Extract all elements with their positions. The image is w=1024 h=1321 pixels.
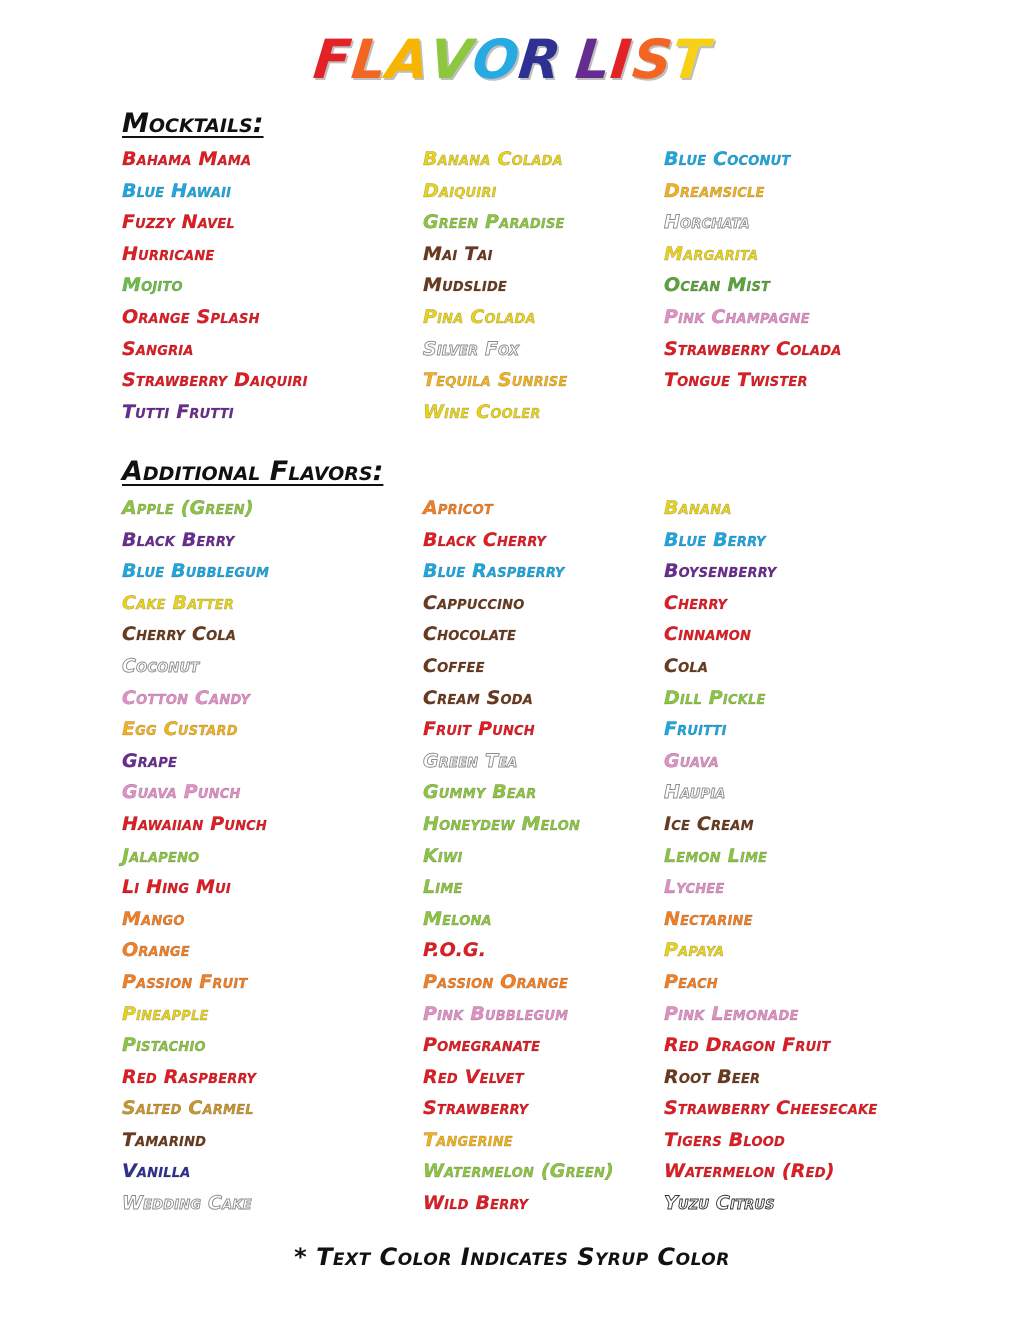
flavor-item: Cotton Candy xyxy=(122,686,251,709)
flavor-item: Cappuccino xyxy=(423,591,525,614)
flavor-item: Egg Custard xyxy=(122,718,238,741)
flavor-item: Dreamsicle xyxy=(664,179,765,202)
flavor-item: Nectarine xyxy=(664,907,753,930)
mocktails-column-1 xyxy=(122,144,308,428)
flavor-item: Tongue Twister xyxy=(664,369,808,392)
flavor-item: Silver Fox xyxy=(423,337,520,360)
flavor-item: Strawberry xyxy=(423,1097,529,1120)
flavor-item: Root Beer xyxy=(664,1065,761,1088)
flavor-item: Watermelon (Green) xyxy=(423,1160,614,1183)
flavor-item: Lychee xyxy=(664,876,725,899)
flavor-item: Pineapple xyxy=(122,1002,209,1025)
flavor-item: Apple (Green) xyxy=(122,497,254,519)
flavor-item: Apricot xyxy=(423,497,493,519)
flavor-item: Honeydew Melon xyxy=(423,812,581,835)
flavor-item: Daiquiri xyxy=(423,179,497,202)
flavor-item: Margarita xyxy=(664,242,759,265)
flavor-item: Ice Cream xyxy=(664,812,754,835)
flavor-item: Strawberry Daiquiri xyxy=(122,369,308,392)
flavor-item: Pistachio xyxy=(122,1034,206,1057)
flavor-item: Blue Berry xyxy=(664,528,766,551)
flavor-item: Fruit Punch xyxy=(423,718,535,741)
flavor-item: Green Tea xyxy=(423,749,518,772)
flavor-item: Wedding Cake xyxy=(122,1192,252,1215)
footnote: * Text Color Indicates Syrup Color xyxy=(294,1243,730,1271)
flavor-item: Chocolate xyxy=(423,623,517,646)
flavor-item: Watermelon (Red) xyxy=(664,1160,835,1183)
flavor-item: Black Berry xyxy=(122,528,235,551)
flavor-item: Salted Carmel xyxy=(122,1097,254,1120)
flavor-item: Coffee xyxy=(423,654,485,677)
additional-column-2 xyxy=(423,493,614,1220)
flavor-item: Lime xyxy=(423,876,463,899)
flavor-item: Guava xyxy=(664,749,719,772)
flavor-item: Horchata xyxy=(664,211,750,234)
flavor-item: Li Hing Mui xyxy=(122,876,231,899)
flavor-item: Red Velvet xyxy=(423,1065,524,1088)
title-letter: R xyxy=(516,28,566,91)
flavor-item: Blue Hawaii xyxy=(122,179,232,202)
flavor-item: Cola xyxy=(664,654,709,677)
flavor-item: Passion Orange xyxy=(423,970,569,993)
flavor-item: Pink Lemonade xyxy=(664,1002,799,1025)
flavor-item: Boysenberry xyxy=(664,560,777,583)
flavor-item: Haupia xyxy=(664,781,726,804)
flavor-item: Mai Tai xyxy=(423,242,493,265)
flavor-item: Yuzu Citrus xyxy=(664,1192,775,1215)
flavor-item: Pina Colada xyxy=(423,305,536,328)
flavor-item: Tutti Frutti xyxy=(122,400,234,423)
flavor-item: Hawaiian Punch xyxy=(122,812,267,835)
flavor-item: Sangria xyxy=(122,337,194,360)
flavor-item: Orange Splash xyxy=(122,305,260,328)
flavor-item: Gummy Bear xyxy=(423,781,537,804)
flavor-item: Banana xyxy=(664,497,732,519)
title-letter: F xyxy=(310,28,355,91)
flavor-item: Guava Punch xyxy=(122,781,241,804)
title-letter: I xyxy=(608,28,636,91)
flavor-item: Blue Bubblegum xyxy=(122,560,270,583)
flavor-item: Jalapeno xyxy=(122,844,200,867)
flavor-item: Wine Cooler xyxy=(423,400,541,423)
flavor-item: Vanilla xyxy=(122,1160,191,1183)
flavor-item: Hurricane xyxy=(122,242,215,265)
flavor-item: Tequila Sunrise xyxy=(423,369,568,392)
flavor-item: Kiwi xyxy=(423,844,463,867)
flavor-item: Tamarind xyxy=(122,1128,207,1151)
flavor-item: Pomegranate xyxy=(423,1034,541,1057)
flavor-item: Ocean Mist xyxy=(664,274,771,297)
flavor-item: Mudslide xyxy=(423,274,508,297)
flavor-item: Coconut xyxy=(122,654,200,677)
flavor-item: Cherry Cola xyxy=(122,623,237,646)
title-letter: A xyxy=(383,28,434,91)
flavor-item: Cake Batter xyxy=(122,591,234,614)
flavor-item: Green Paradise xyxy=(423,211,565,234)
flavor-item: P.O.G. xyxy=(423,939,487,962)
flavor-item: Pink Champagne xyxy=(664,305,810,328)
additional-column-3 xyxy=(664,493,877,1220)
flavor-item: Fruitti xyxy=(664,718,727,741)
flavor-item: Fuzzy Navel xyxy=(122,211,235,234)
flavor-item: Red Dragon Fruit xyxy=(664,1034,831,1057)
additional-column-1 xyxy=(122,493,269,1220)
title-letter: L xyxy=(348,28,391,91)
flavor-item: Grape xyxy=(122,749,178,772)
title-letter: O xyxy=(469,28,523,91)
flavor-item: Blue Coconut xyxy=(664,148,791,170)
flavor-item: Melona xyxy=(423,907,492,930)
flavor-item: Dill Pickle xyxy=(664,686,766,709)
mocktails-column-3 xyxy=(664,144,842,397)
flavor-item: Peach xyxy=(664,970,718,993)
flavor-item: Bahama Mama xyxy=(122,148,252,170)
flavor-item: Strawberry Cheesecake xyxy=(664,1097,878,1120)
title-letter: L xyxy=(572,28,615,91)
flavor-item: Wild Berry xyxy=(423,1192,529,1215)
flavor-item: Cinnamon xyxy=(664,623,752,646)
flavor-item: Lemon Lime xyxy=(664,844,768,867)
flavor-item: Red Raspberry xyxy=(122,1065,257,1088)
flavor-item: Strawberry Colada xyxy=(664,337,842,360)
flavor-item: Mango xyxy=(122,907,185,930)
page-title xyxy=(0,28,1024,91)
flavor-item: Papaya xyxy=(664,939,725,962)
flavor-item: Pink Bubblegum xyxy=(423,1002,569,1025)
title-letter: T xyxy=(669,28,714,91)
flavor-item: Cherry xyxy=(664,591,728,614)
flavor-item: Tangerine xyxy=(423,1128,513,1151)
flavor-item: Tigers Blood xyxy=(664,1128,785,1151)
title-letter: V xyxy=(426,28,476,91)
title-letter: S xyxy=(629,28,676,91)
flavor-item: Blue Raspberry xyxy=(423,560,565,583)
flavor-item: Passion Fruit xyxy=(122,970,248,993)
additional-flavors-heading: Additional Flavors: xyxy=(122,456,384,487)
mocktails-column-2 xyxy=(423,144,567,428)
flavor-item: Orange xyxy=(122,939,190,962)
mocktails-heading: Mocktails: xyxy=(122,108,264,139)
flavor-item: Banana Colada xyxy=(423,148,563,170)
flavor-item: Mojito xyxy=(122,274,183,297)
flavor-item: Black Cherry xyxy=(423,528,547,551)
flavor-item: Cream Soda xyxy=(423,686,534,709)
